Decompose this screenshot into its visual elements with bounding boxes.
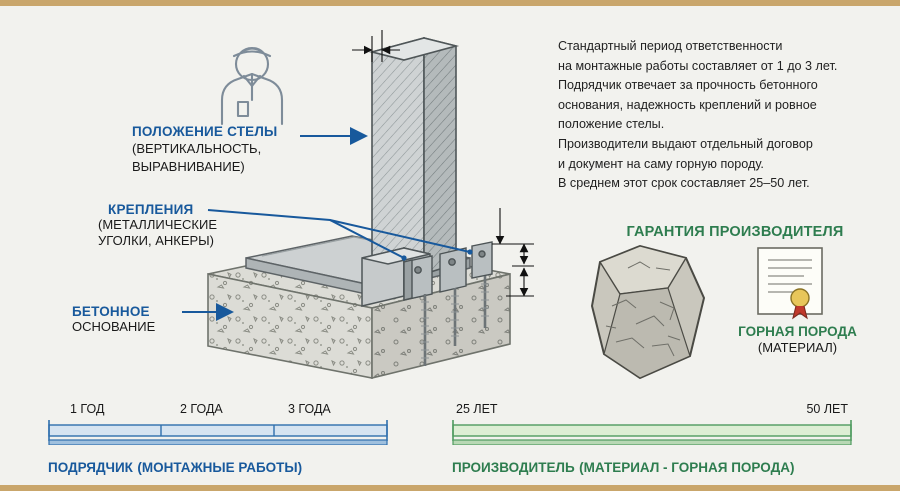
tick-label: 25 ЛЕТ <box>456 402 498 416</box>
label-stela-position <box>132 124 312 175</box>
timeline-contractor-caption-bold: ПОДРЯДЧИК <box>48 460 133 475</box>
intro-line: В среднем этот срок составляет 25–50 лет. <box>558 176 810 191</box>
timeline-contractor-caption-rest: (МОНТАЖНЫЕ РАБОТЫ) <box>137 460 303 475</box>
intro-line: на монтажные работы составляет от 1 до 3 лет. <box>558 58 838 73</box>
label-rock-title: ГОРНАЯ ПОРОДА <box>738 324 857 339</box>
timeline-manufacturer-caption <box>452 459 852 477</box>
label-fasteners-title: КРЕПЛЕНИЯ <box>108 202 194 217</box>
timeline-contractor-ticks <box>48 402 388 419</box>
label-concrete-title: БЕТОННОЕ <box>72 304 150 319</box>
label-concrete-sub: ОСНОВАНИЕ <box>72 319 156 334</box>
intro-line: и документ на саму горную породу. <box>558 156 764 171</box>
label-manufacturer-warranty: ГАРАНТИЯ ПРОИЗВОДИТЕЛЯ <box>626 224 844 240</box>
timeline-manufacturer-bar <box>452 419 852 445</box>
intro-line: Производители выдают отдельный договор <box>558 136 813 151</box>
tick-label: 1 ГОД <box>70 402 105 416</box>
worker-icon <box>222 48 282 124</box>
intro-line: Подрядчик отвечает за прочность бетонного <box>558 78 818 93</box>
intro-line: положение стелы. <box>558 117 665 132</box>
label-concrete-base <box>72 304 222 335</box>
label-fasteners <box>98 202 288 249</box>
label-rock-material <box>715 324 880 355</box>
tick-label: 3 ГОДА <box>288 402 331 416</box>
tick-label: 50 ЛЕТ <box>806 402 848 416</box>
label-stela-sub-1: (ВЕРТИКАЛЬНОСТЬ, <box>132 141 262 156</box>
timeline-manufacturer-caption-bold: ПРОИЗВОДИТЕЛЬ <box>452 460 575 475</box>
label-rock-sub: (МАТЕРИАЛ) <box>757 340 838 355</box>
label-fasteners-sub-2: УГОЛКИ, АНКЕРЫ) <box>98 233 215 248</box>
intro-line: основания, надежность креплений и ровное <box>558 97 817 112</box>
timeline-contractor <box>48 402 388 477</box>
certificate-icon <box>758 248 822 318</box>
timeline-manufacturer-caption-rest: (МАТЕРИАЛ - ГОРНАЯ ПОРОДА) <box>579 460 795 475</box>
timeline-contractor-bar <box>48 419 388 445</box>
stone-icon <box>592 246 704 378</box>
label-stela-title: ПОЛОЖЕНИЕ СТЕЛЫ <box>132 124 278 139</box>
label-stela-sub-2: ВЫРАВНИВАНИЕ) <box>132 159 245 174</box>
timeline-contractor-caption <box>48 459 388 477</box>
intro-line: Стандартный период ответственности <box>558 39 783 53</box>
tick-label: 2 ГОДА <box>180 402 223 416</box>
timeline-manufacturer-ticks <box>452 402 852 419</box>
timeline-manufacturer <box>452 402 852 477</box>
label-fasteners-sub-1: (МЕТАЛЛИЧЕСКИЕ <box>98 217 218 232</box>
